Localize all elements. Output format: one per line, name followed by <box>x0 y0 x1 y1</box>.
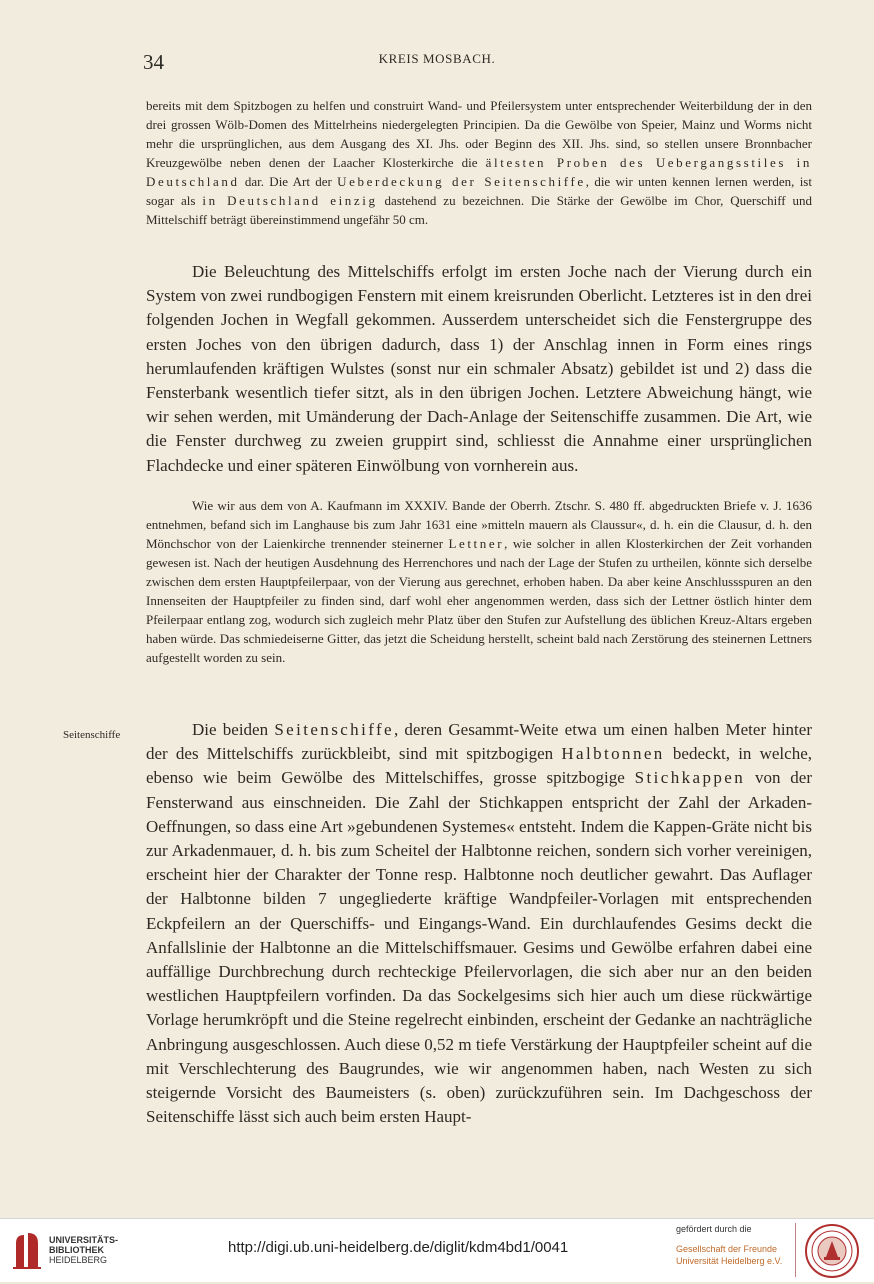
footer-bar <box>0 1218 874 1282</box>
running-head: KREIS MOSBACH. <box>378 51 496 66</box>
page-number: 34 <box>143 50 164 74</box>
sponsor-intro: gefördert durch die <box>676 1224 752 1234</box>
paragraph-intro: bereits mit dem Spitzbogen zu helfen und construirt Wand- und Pfeilersystem unter entsprechender Weiterbildung der in den drei grossen Wölb-Domen des Mittelrheins niedergelegten Principien. Da die Gewölbe von Speier, Mainz und Worms nicht mehr die ursprünglichen, aus dem Ausgang des XI. Jhs. oder Beginn des XII. Jhs. sind, so stellen unsere Bronnbacher Kreuzgewölbe neben denen der Laacher Klosterkirche die ältesten Proben des Uebergangsstiles in Deutschland dar. Die Art der Ueberdeckung der Seitenschiffe, die wir unten kennen lernen werden, ist sogar als in Deutschland einzig dastehend zu bezeichnen. Die Stärke der Gewölbe im Chor, Querschiff und Mittelschiff beträgt übereinstimmend ungefähr 50 cm. <box>146 98 812 227</box>
footer-divider <box>795 1223 796 1277</box>
university-seal-icon <box>804 1223 860 1284</box>
paragraph-seitenschiffe: Die beiden Seitenschiffe, deren Gesammt-Weite etwa um einen halben Meter hinter der des Mittelschiffs zurückbleibt, sind mit spitzbogigen Halbtonnen bedeckt, in welche, ebenso wie beim Gewölbe des Mittelschiffes, grosse spitzbogige Stichkappen von der Fensterwand aus einschneiden. Die Zahl der Stichkappen entspricht der Zahl der Arkaden-Oeffnungen, so dass eine Art »gebundenen Systemes« entsteht. Indem die Kappen-Gräte nicht bis zur Arkadenmauer, d. h. bis zum Scheitel der Halbtonne reichen, sondern sich vorher vereinigen, erscheint hier der Charakter der Tonne resp. Halbtonne noch deutlicher gewahrt. Das Auflager der Halbtonne bilden 7 ungegliederte kräftige Wandpfeiler-Vorlagen mit entsprechenden Eckpfeilern an der Querschiffs- und Eingangs-Wand. Ein durchlaufendes Gesims deckt die Anfallslinie der Halbtonne an die Mittelschiffsmauer. Gesims und Gewölbe erfahren dabei eine auffällige Durchbrechung durch rechteckige Pfeilervorlagen, die sich aber nur an den beiden westlichen Hauptpfeilern vorfinden. Da das Sockelgesims sich hier auch um diese rückwärtige Vorlage herumkröpft und die Steine regelrecht einbinden, erscheint der Gedanke an nachträgliche Anbringung ausgeschlossen. Auch diese 0,52 m tiefe Verstärkung der Hauptpfeiler scheint auf die mit Verschlechterung des Baugrundes, wie wir angenommen haben, nach Westen zu sich steigernde Vorsicht des Baumeisters (s. oben) zurückzuführen sein. Im Dachgeschoss der Seitenschiffe lässt sich auch beim ersten Haupt- <box>146 720 812 1127</box>
permalink-url[interactable]: http://digi.ub.uni-heidelberg.de/diglit/kdm4bd1/0041 <box>228 1239 569 1256</box>
paragraph-lettner: Wie wir aus dem von A. Kaufmann im XXXIV. Bande der Oberrh. Ztschr. S. 480 ff. abgedruckten Briefe v. J. 1636 entnehmen, befand sich im Langhause bis zum Jahr 1631 eine »mitteln mauern als Claussur«, d. h. ein die Clausur, d. h. den Mönchschor von der Laienkirche trennender steinerner Lettner, wie solcher in allen Klosterkirchen der Zeit vorhanden gewesen ist. Nach der heutigen Ausdehnung des Herrenchores und nach der Lage der Stufen zu urtheilen, könnte sich derselbe zwischen dem ersten Hauptpfeilerpaar, von der Vierung aus gerechnet, erhoben haben. Da aber keine Anschlussspuren an den Innenseiten der Hauptpfeiler zu finden sind, darf wohl eher angenommen werden, dass sich der Lettner östlich hinter dem Pfeilerpaar entlang zog, wodurch sich zugleich mehr Platz über den Stufen zur Aufstellung des üblichen Kreuz-Altars ergeben haben würde. Das schmiedeiserne Gitter, das jetzt die Scheidung herstellt, scheint bald nach Zerstörung des steinernen Lettners aufgestellt worden zu sein. <box>146 498 813 665</box>
margin-note-seitenschiffe: Seitenschiffe <box>63 729 121 741</box>
library-name: UNIVERSITÄTS- BIBLIOTHEK HEIDELBERG <box>49 1235 119 1265</box>
paragraph-lighting: Die Beleuchtung des Mittelschiffs erfolgt im ersten Joche nach der Vierung durch ein System von zwei rundbogigen Fenstern mit einem kreisrunden Oberlicht. Letzteres ist in den drei folgenden Jochen in Wegfall gekommen. Ausserdem unterscheidet sich die Fenstergruppe des ersten Joches von den übrigen dadurch, dass 1) der Anschlag innen in Form eines rings herumlaufenden kräftigen Wulstes (sonst nur ein schmaler Absatz) gebildet ist und 2) dass die Fensterbank wesentlich tiefer sitzt, als in den übrigen Jochen. Letztere Abweichung hängt, wie wir sehen werden, mit Umänderung der Dach-Anlage der Seitenschiffe zusammen. Die Art, wie die Fenster durchweg zu zweien gruppirt sind, schliesst die Annahme einer ursprünglichen Flachdecke und einer späteren Einwölbung von vornherein aus. <box>146 262 812 475</box>
sponsor-name: Gesellschaft der Freunde Universität Heidelberg e.V. <box>676 1244 783 1266</box>
ub-heidelberg-logo-icon[interactable] <box>10 1229 44 1276</box>
